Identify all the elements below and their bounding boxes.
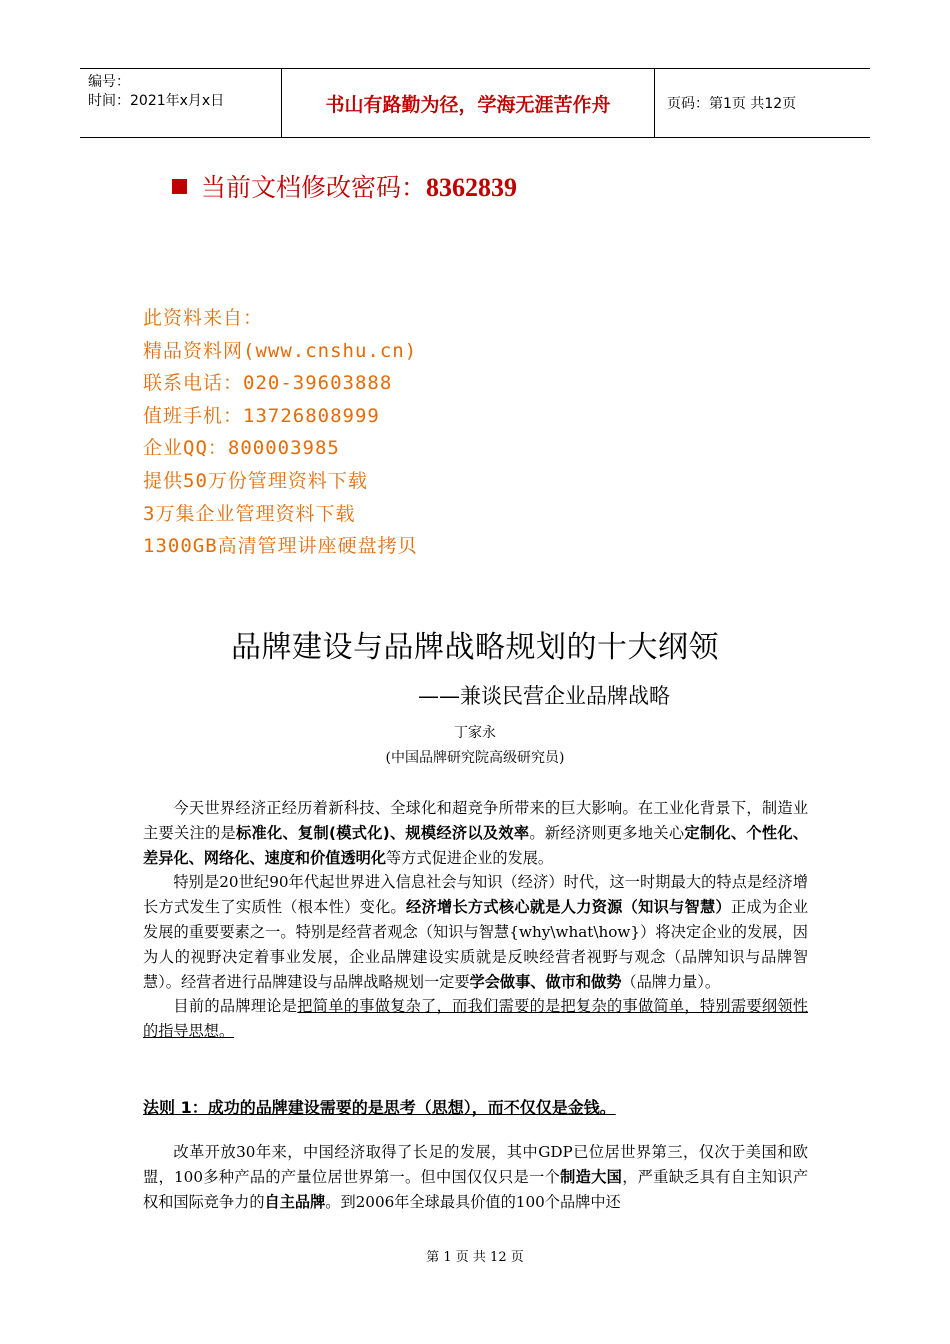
text-run: 等方式促进企业的发展。 bbox=[386, 848, 554, 867]
bold-run: 经济增长方式核心就是人力资源（知识与智慧） bbox=[406, 898, 731, 917]
source-line: 此资料来自： bbox=[143, 307, 264, 329]
paragraph-3 bbox=[143, 994, 808, 1044]
header-meta bbox=[80, 69, 280, 137]
source-line: 联系电话：020-39603888 bbox=[143, 372, 393, 395]
page-footer: 第 1 页 共 12 页 bbox=[426, 1250, 524, 1265]
paragraph-1 bbox=[143, 796, 808, 870]
password-code: 8362839 bbox=[426, 173, 518, 202]
intro-paragraphs bbox=[143, 796, 808, 1044]
text-run: 。到2006年全球最具价值的100个品牌中还 bbox=[325, 1192, 621, 1211]
document-subtitle: ——兼谈民营企业品牌战略 bbox=[418, 684, 670, 708]
text-run: （品牌力量）。 bbox=[621, 972, 721, 991]
bold-run: 制造大国 bbox=[560, 1167, 623, 1186]
affiliation: (中国品牌研究院高级研究员) bbox=[385, 750, 565, 766]
law-1-body bbox=[143, 1140, 808, 1214]
source-line: 1300GB高清管理讲座硬盘拷贝 bbox=[143, 535, 418, 558]
source-line: 值班手机：13726808999 bbox=[143, 404, 380, 427]
text-run: 目前的品牌理论是 bbox=[173, 997, 298, 1016]
paragraph-2 bbox=[143, 870, 808, 994]
bold-run: 标准化、复制(模式化)、规模经济以及效率 bbox=[235, 823, 530, 842]
header-motto: 书山有路勤为径，学海无涯苦作舟 bbox=[281, 69, 655, 137]
time-label: 时间：2021年x月x日 bbox=[88, 93, 225, 109]
text-run: 今天世界经济正经历着新科技、全球化和超竞争所带来的巨大影响。在工业化背景下，制造业主要关注的是 bbox=[143, 799, 808, 842]
text-run: 正成为企业发展的重要要素之一。特别是经营者观念（知识与智慧{why\what\how}）将决定企业的发展，因为人的视野决定着事业发展，企业品牌建设实质就是反映经营者视野与观念（品牌知识与品牌智慧）。经营者进行品牌建设与品牌战略规划一定要 bbox=[143, 898, 809, 991]
source-line: 精品资料网(www.cnshu.cn) bbox=[143, 339, 418, 362]
bullet-square-icon bbox=[172, 179, 187, 194]
text-run: ，严重缺乏具有自主知识产权和国际竞争力的 bbox=[143, 1167, 809, 1211]
password-notice bbox=[172, 168, 517, 204]
password-label: 当前文档修改密码： bbox=[201, 173, 427, 202]
bold-run: 定制化、个性化、差异化、网络化、速度和价值透明化 bbox=[143, 823, 809, 867]
text-run: 特别是20世纪90年代起世界进入信息社会与知识（经济）时代，这一时期最大的特点是经济增长方式发生了实质性（根本性）变化。 bbox=[143, 873, 808, 917]
bold-run: 学会做事、做市和做势 bbox=[469, 972, 622, 991]
text-run: 改革开放30年来，中国经济取得了长足的发展，其中GDP已位居世界第三，仅次于美国和欧盟，100多种产品的产量位居世界第一。但中国仅仅只是一个 bbox=[143, 1143, 808, 1186]
number-label: 编号： bbox=[88, 74, 130, 90]
author: 丁家永 bbox=[454, 725, 496, 741]
paragraph-4 bbox=[143, 1140, 808, 1214]
page-header bbox=[80, 68, 870, 138]
text-run: 。新经济则更多地关心 bbox=[529, 823, 685, 842]
law-1-heading: 法则 1：成功的品牌建设需要的是思考（思想），而不仅仅是金钱。 bbox=[143, 1098, 616, 1117]
underlined-run: 把简单的事做复杂了，而我们需要的是把复杂的事做简单，特别需要纲领性的指导思想。 bbox=[143, 997, 809, 1041]
source-line: 提供50万份管理资料下载 bbox=[143, 469, 368, 492]
document-title: 品牌建设与品牌战略规划的十大纲领 bbox=[231, 630, 719, 665]
bold-run: 自主品牌 bbox=[264, 1192, 326, 1211]
source-line: 3万集企业管理资料下载 bbox=[143, 502, 356, 525]
source-line: 企业QQ：800003985 bbox=[143, 437, 340, 460]
source-info bbox=[143, 302, 418, 563]
header-page-info: 页码：第1页 共12页 bbox=[667, 96, 797, 112]
